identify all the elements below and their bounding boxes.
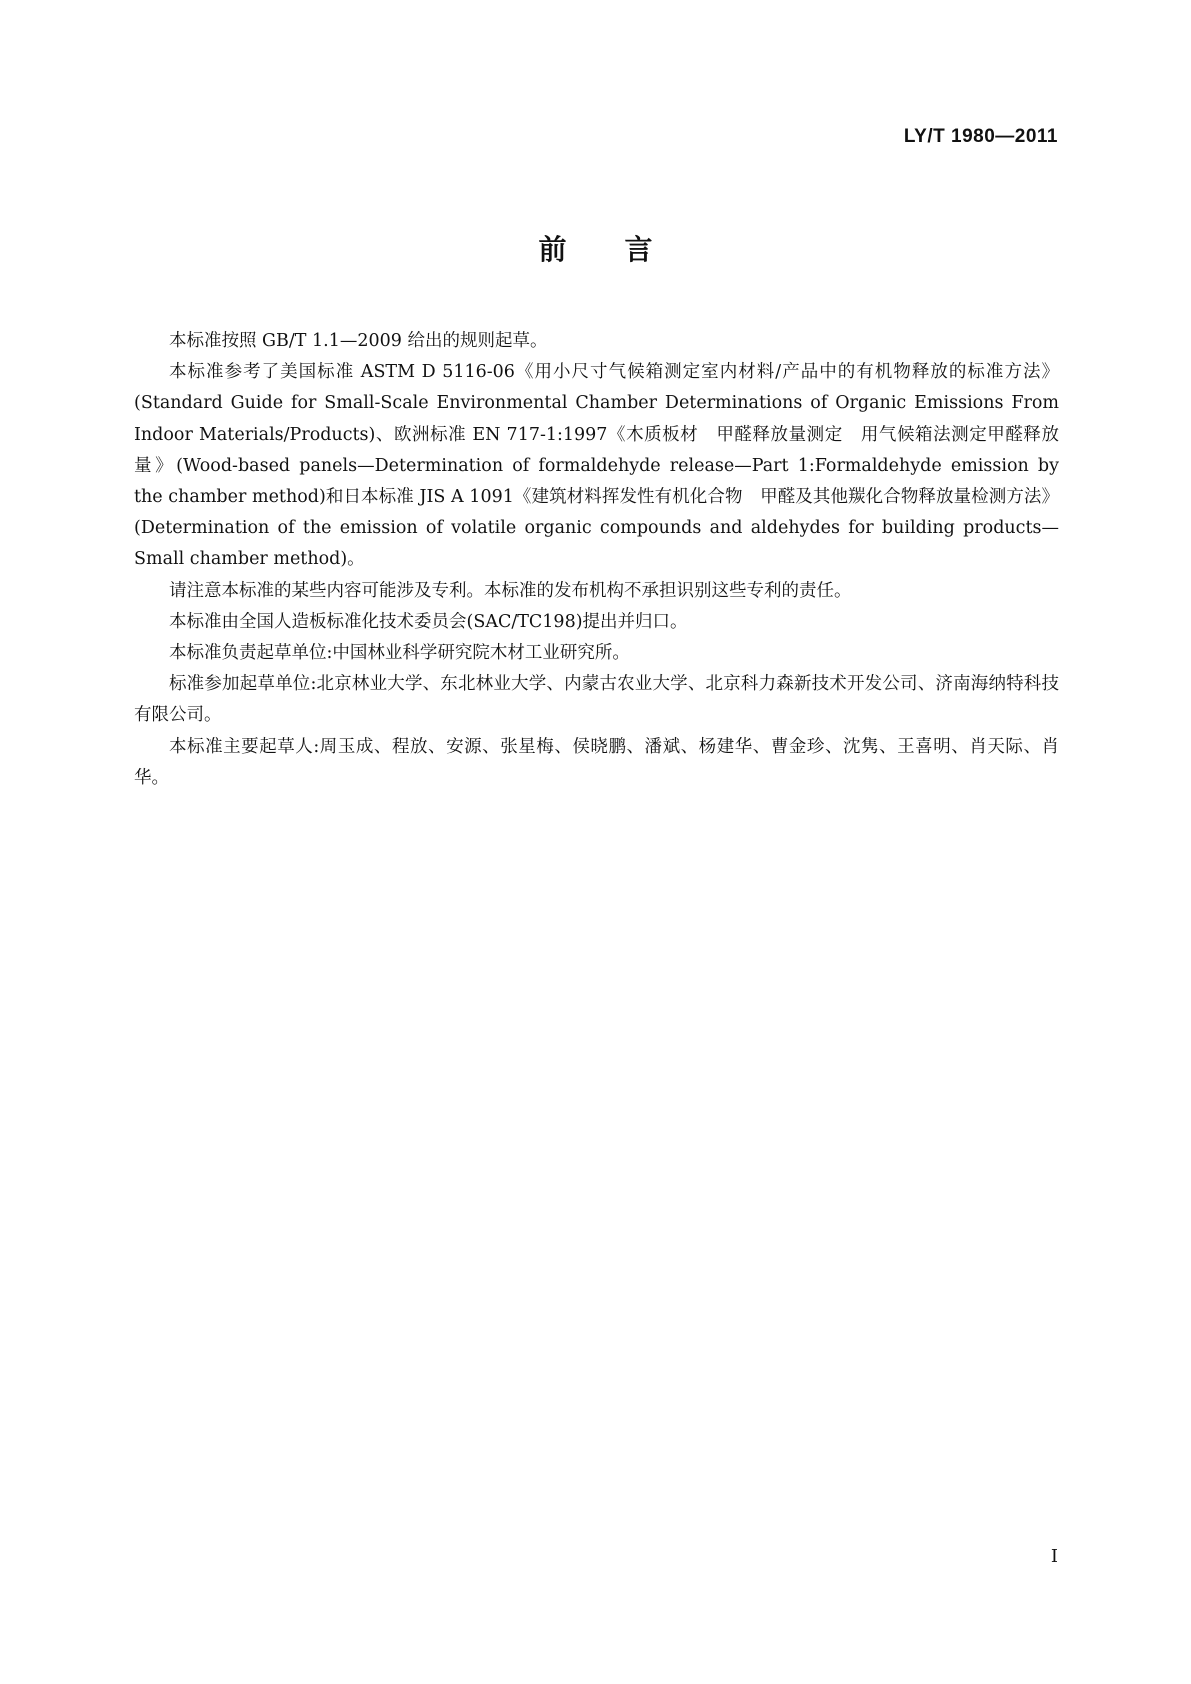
paragraph-references: 本标准参考了美国标准 ASTM D 5116-06《用小尺寸气候箱测定室内材料/产品中的有机物释放的标准方法》(Standard Guide for Small-Scale Environmental Chamber Determinations of Organic Emissions From Indoor Materials/Products)、欧洲标准 EN 717-1:1997《木质板材 甲醛释放量测定 用气候箱法测定甲醛释放量》(Wood-based panels—Determination of formaldehyde release—Part 1:Formaldehyde emission by the chamber method)和日本标准 JIS A 1091《建筑材料挥发性有机化合物 甲醛及其他羰化合物释放量检测方法》(Determination of the emission of volatile organic compounds and aldehydes for building products—Small chamber method)。 [134, 362, 1059, 570]
page-title: 前言 [538, 233, 711, 266]
page-number: I [1050, 1546, 1058, 1567]
paragraph-participating-drafters: 标准参加起草单位:北京林业大学、东北林业大学、内蒙古农业大学、北京科力森新技术开发公司、济南海纳特科技有限公司。 [134, 674, 1059, 726]
paragraph-lead-drafter: 本标准负责起草单位:中国林业科学研究院木材工业研究所。 [169, 643, 630, 664]
foreword-body [134, 326, 1059, 794]
paragraph-proposer: 本标准由全国人造板标准化技术委员会(SAC/TC198)提出并归口。 [169, 611, 688, 632]
paragraph-patent-notice: 请注意本标准的某些内容可能涉及专利。本标准的发布机构不承担识别这些专利的责任。 [169, 580, 852, 601]
standard-code: LY/T 1980—2011 [903, 126, 1058, 147]
paragraph-main-drafters: 本标准主要起草人:周玉成、程放、安源、张星梅、侯晓鹏、潘斌、杨建华、曹金珍、沈隽、王喜明、肖天际、肖华。 [134, 736, 1059, 788]
paragraph-drafting-rules: 本标准按照 GB/T 1.1—2009 给出的规则起草。 [169, 331, 548, 351]
